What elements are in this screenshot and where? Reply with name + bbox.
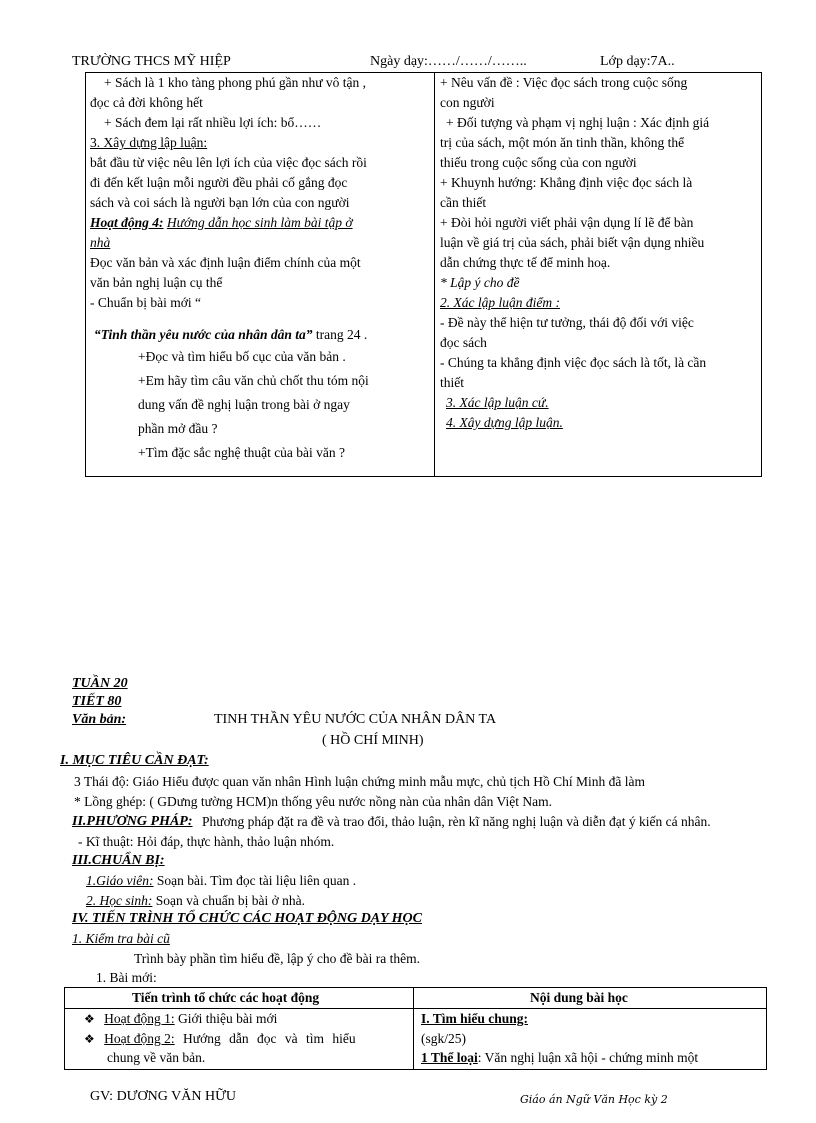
text-line: bắt đầu từ việc nêu lên lợi ích của việc đọc sách rồi bbox=[90, 155, 367, 170]
methods-line-1: Phương pháp đặt ra đề và trao đổi, thảo luận, rèn kĩ năng nghị luận và diễn đạt ý kiến cá nhân. bbox=[202, 814, 711, 829]
activity-1-label: Hoạt động 1: bbox=[104, 1011, 175, 1026]
activity-2-row bbox=[84, 1031, 356, 1047]
text-line: + Đòi hỏi người viết phải vận dụng lí lẽ để bàn bbox=[440, 215, 694, 230]
text-line: + Sách là 1 kho tàng phong phú gần như vô tận , bbox=[104, 75, 367, 90]
next-lesson-page: trang 24 . bbox=[312, 327, 368, 342]
old-lesson-check-text: Trình bày phần tìm hiểu đề, lập ý cho đề bài ra thêm. bbox=[134, 951, 420, 966]
week-label: TUẦN 20 bbox=[72, 676, 128, 691]
text-line: * Lập ý cho đề bbox=[440, 275, 520, 290]
next-lesson-title: “Tinh thần yêu nước của nhân dân ta” bbox=[94, 327, 313, 342]
text-line: - Chúng ta khẳng định việc đọc sách là tốt, là cần bbox=[440, 355, 707, 370]
objectives-line-1: 3 Thái độ: Giáo Hiểu được quan văn nhân Hình luận chứng minh mẫu mực, chủ tịch Hồ Chí Minh đã làm bbox=[74, 774, 645, 789]
text-line: sách và coi sách là người bạn lớn của con người bbox=[90, 195, 350, 210]
methods-line-2: - Kĩ thuật: Hỏi đáp, thực hành, thảo luận nhóm. bbox=[78, 834, 335, 849]
column-header-activities: Tiến trình tổ chức các hoạt động bbox=[132, 990, 320, 1005]
teaching-date: Ngày dạy:……/……/…….. bbox=[370, 54, 527, 69]
lesson-title: TINH THẦN YÊU NƯỚC CỦA NHÂN DÂN TA bbox=[214, 712, 497, 727]
teacher-prep-text: Soạn bài. Tìm đọc tài liệu liên quan . bbox=[153, 873, 357, 888]
diamond-bullet-icon: ❖ bbox=[84, 1032, 95, 1046]
activity-2-text: Hướng dẫn đọc và tìm hiểu bbox=[174, 1031, 356, 1046]
text-line: - Chuẩn bị bài mới “ bbox=[90, 295, 201, 310]
text-line: +Tìm đặc sắc nghệ thuật của bài văn ? bbox=[138, 445, 346, 460]
student-prep-label: 2. Học sinh: bbox=[86, 893, 153, 908]
content-genre bbox=[421, 1050, 698, 1066]
class-name: Lớp dạy:7A.. bbox=[600, 54, 675, 69]
text-line: thiết bbox=[440, 375, 464, 390]
text-line: văn bản nghị luận cụ thể bbox=[90, 275, 223, 290]
activity-1-text: Giới thiệu bài mới bbox=[174, 1011, 278, 1026]
text-line: cần thiết bbox=[440, 195, 487, 210]
objectives-line-2: * Lồng ghép: ( GDưng tường HCM)n thống yêu nước nồng nàn của nhân dân Việt Nam. bbox=[74, 794, 552, 809]
lesson-author: ( HỒ CHÍ MINH) bbox=[322, 733, 424, 748]
content-genre-label: 1 Thể loại bbox=[421, 1050, 478, 1065]
text-line: - Đề này thể hiện tư tưởng, thái độ đối với việc bbox=[440, 315, 694, 330]
section-procedure: IV. TIẾN TRÌNH TỔ CHỨC CÁC HOẠT ĐỘNG DẠY HỌC bbox=[72, 911, 423, 926]
footer-teacher: GV: DƯƠNG VĂN HỮU bbox=[90, 1089, 237, 1104]
activity-2-label: Hoạt động 2: bbox=[104, 1031, 175, 1046]
section-objectives: I. MỤC TIÊU CẦN ĐẠT: bbox=[60, 753, 209, 768]
text-line: Đọc văn bản và xác định luận điểm chính của một bbox=[90, 255, 361, 270]
activity-4-text: Hướng dẫn học sinh làm bài tập ở bbox=[166, 215, 353, 230]
text-line: phần mở đầu ? bbox=[138, 421, 218, 436]
text-type-label: Văn bản: bbox=[72, 712, 127, 727]
content-genre-text: : Văn nghị luận xã hội - chứng minh một bbox=[477, 1050, 699, 1065]
text-line: 3. Xác lập luận cứ. bbox=[446, 395, 549, 410]
text-line: đọc sách bbox=[440, 335, 487, 350]
text-line: + Khuynh hướng: Khẳng định việc đọc sách là bbox=[440, 175, 693, 190]
text-line: 3. Xây dựng lập luận: bbox=[90, 135, 208, 150]
next-lesson-line bbox=[90, 325, 430, 345]
footer-subject: Giáo án Ngữ Văn Học kỳ 2 bbox=[520, 1093, 668, 1106]
text-line: luận về giá trị của sách, phải biết vận dụng nhiều bbox=[440, 235, 705, 250]
text-line: dẫn chứng thực tế để minh hoạ. bbox=[440, 255, 611, 270]
section-preparation: III.CHUẨN BỊ: bbox=[72, 853, 165, 868]
text-line: đọc cả đời không hết bbox=[90, 95, 203, 110]
text-line: +Em hãy tìm câu văn chủ chốt thu tóm nội bbox=[138, 373, 369, 388]
diamond-bullet-icon: ❖ bbox=[84, 1012, 95, 1026]
text-line: + Nêu vấn đề : Việc đọc sách trong cuộc sống bbox=[440, 75, 688, 90]
text-line: thiếu trong cuộc sống của con người bbox=[440, 155, 637, 170]
section-methods: II.PHƯƠNG PHÁP: bbox=[72, 814, 193, 829]
content-heading: I. Tìm hiểu chung: bbox=[421, 1011, 529, 1026]
activity-2-text-cont: chung về văn bản. bbox=[107, 1050, 206, 1065]
text-line: + Sách đem lại rất nhiều lợi ích: bổ…… bbox=[104, 115, 322, 130]
text-line: + Đối tượng và phạm vị nghị luận : Xác định giá bbox=[446, 115, 710, 130]
text-line: trị của sách, một món ăn tinh thần, không thể bbox=[440, 135, 685, 150]
old-lesson-check: 1. Kiểm tra bài cũ bbox=[72, 931, 170, 946]
text-line: 2. Xác lập luận điểm : bbox=[440, 295, 560, 310]
top-table-right-cell bbox=[440, 73, 758, 433]
text-line: +Đọc và tìm hiểu bố cục của văn bản . bbox=[138, 349, 346, 364]
period-label: TIẾT 80 bbox=[72, 694, 122, 709]
text-line: nhà bbox=[90, 235, 111, 250]
text-line: dung vấn đề nghị luận trong bài ở ngay bbox=[138, 397, 350, 412]
text-line: con người bbox=[440, 95, 495, 110]
top-table-left-cell bbox=[90, 73, 430, 465]
text-line: đi đến kết luận mỗi người đều phải cố gắng đọc bbox=[90, 175, 348, 190]
text-line: 4. Xây dựng lập luận. bbox=[446, 415, 563, 430]
teacher-prep bbox=[86, 873, 356, 889]
student-prep bbox=[86, 893, 305, 909]
teacher-prep-label: 1.Giáo viên: bbox=[86, 873, 154, 888]
content-sgk: (sgk/25) bbox=[421, 1031, 466, 1046]
student-prep-text: Soạn và chuẩn bị bài ở nhà. bbox=[152, 893, 305, 908]
school-name: TRƯỜNG THCS MỸ HIỆP bbox=[72, 54, 231, 69]
new-lesson-label: 1. Bài mới: bbox=[96, 970, 157, 985]
activity-4-line bbox=[90, 213, 430, 233]
activity-1-row bbox=[84, 1011, 277, 1027]
activity-4-label: Hoạt động 4: bbox=[90, 215, 164, 230]
column-header-content: Nội dung bài học bbox=[530, 990, 628, 1005]
